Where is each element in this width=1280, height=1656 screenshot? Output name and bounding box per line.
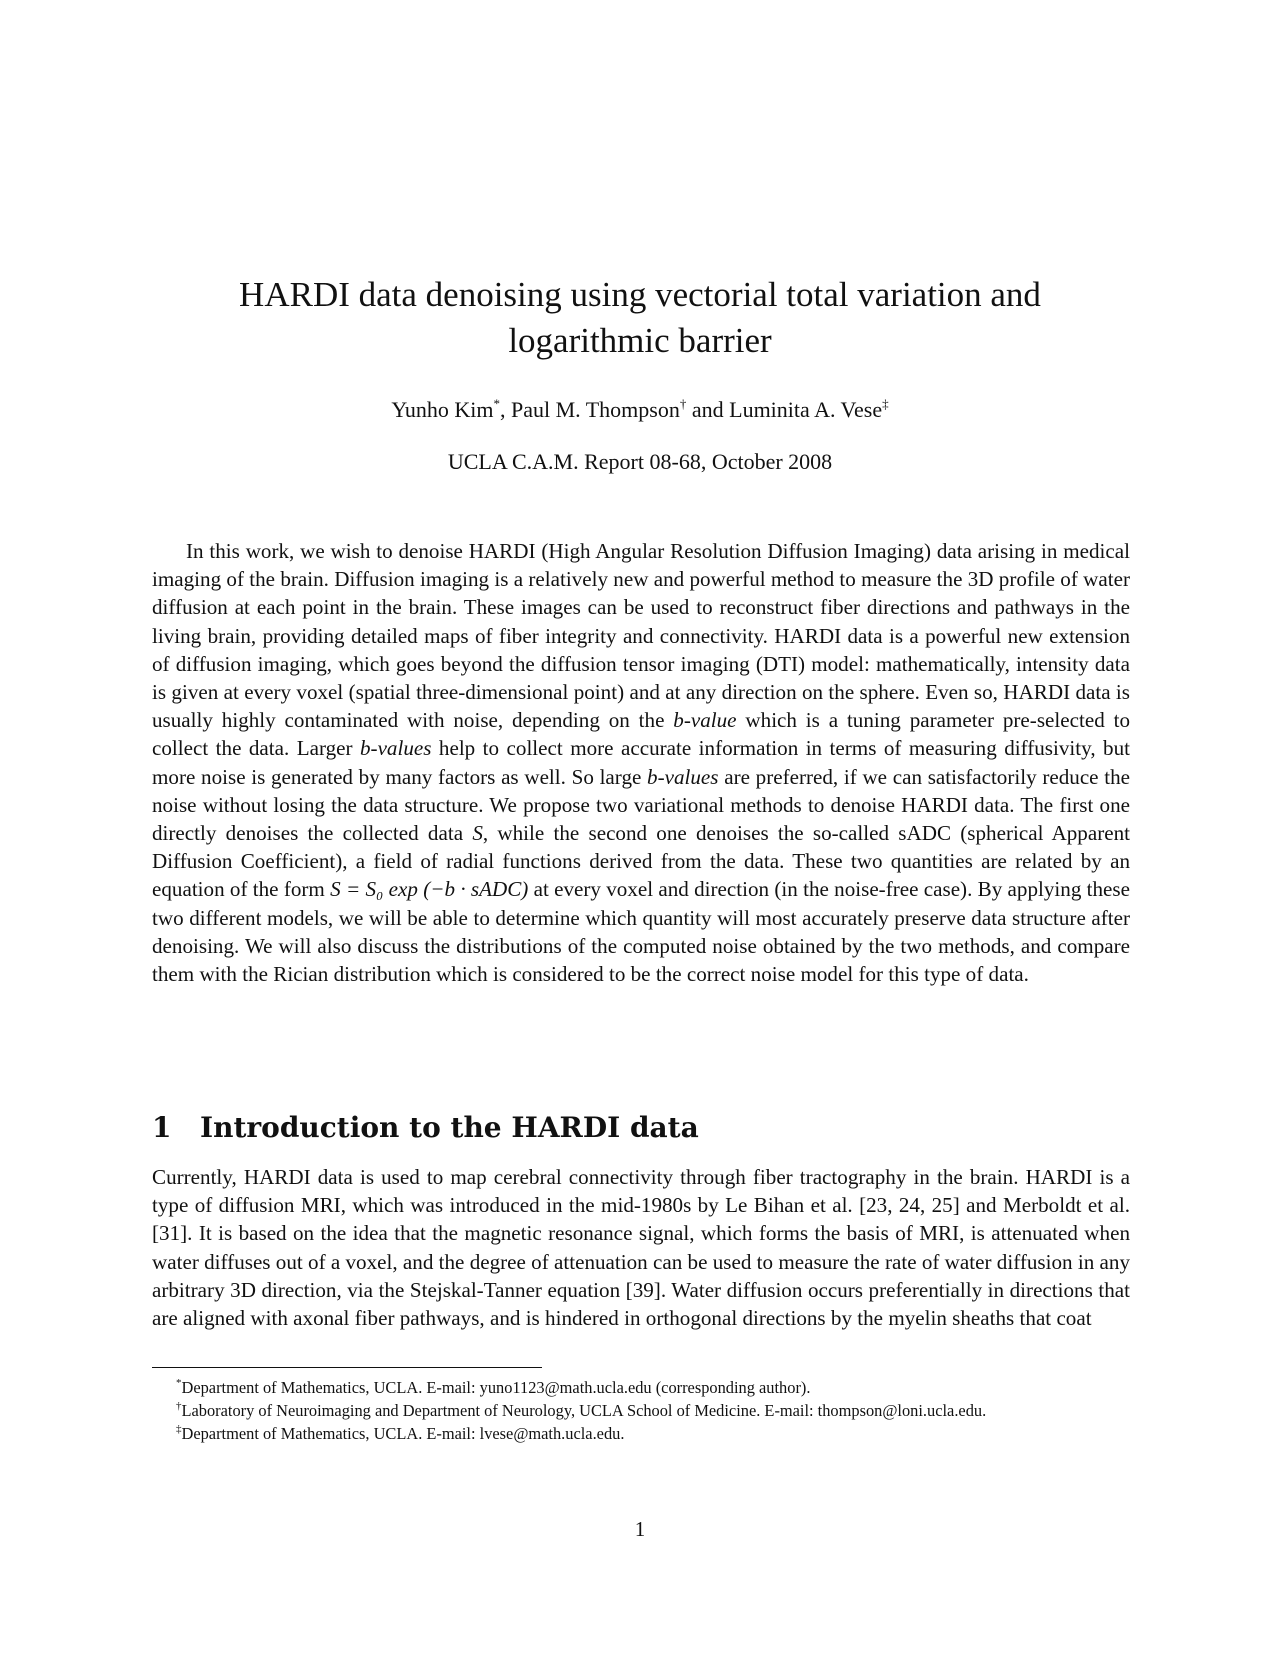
footnote-text: Department of Mathematics, UCLA. E-mail: lvese@math.ucla.edu.	[181, 1424, 625, 1443]
section-body: Currently, HARDI data is used to map cerebral connectivity through fiber tractography in the brain. HARDI is a type of diffusion MRI, which was introduced in the mid-1980s by Le Bihan et al. [23, 24, 25] and Merboldt et al. [31]. It is based on the idea that the magnetic resonance signal, which forms the basis of MRI, is attenuated when water diffuses out of a voxel, and the degree of attenuation can be used to measure the rate of water diffusion in any arbitrary 3D direction, via the Stejskal-Tanner equation [39]. Water diffusion occurs preferentially in directions that are aligned with axonal fiber pathways, and is hindered in orthogonal directions by the myelin sheaths that coat	[152, 1165, 1130, 1331]
footnotes	[152, 1376, 1130, 1445]
footnote-rule	[152, 1367, 542, 1368]
abstract-text: are preferred, if we can satisfactorily reduce the noise without losing the data structure. We propose two variational methods to denoise HARDI data. The first one directly denoises the collected data	[152, 764, 1130, 846]
abstract-emphasis: b-value	[673, 708, 737, 733]
section-title: Introduction to the HARDI data	[200, 1111, 699, 1144]
footnote-mark: *	[176, 1377, 182, 1389]
abstract-text: at every voxel and direction (in the noise-free case). By applying these two different models, we will be able to determine which quantity will most accurately preserve data structure after denoising. We will also discuss the distributions of the computed noise obtained by the two methods, and compare them with the Rician distribution which is considered to be the correct noise model for this type of data.	[152, 877, 1130, 987]
section-heading	[152, 1110, 1130, 1146]
abstract	[152, 537, 1130, 988]
footnote	[152, 1422, 1130, 1445]
math-equation: S = S₀ exp (−b · sADC)	[330, 877, 529, 902]
footnote-text: Department of Mathematics, UCLA. E-mail: yuno1123@math.ucla.edu (corresponding author).	[181, 1378, 811, 1397]
author-name: Yunho Kim	[391, 397, 494, 422]
footnote-text: Laboratory of Neuroimaging and Department of Neurology, UCLA School of Medicine. E-mail: thompson@loni.ucla.edu.	[181, 1401, 987, 1420]
author-name: Paul M. Thompson	[510, 397, 680, 422]
abstract-emphasis: b-values	[360, 736, 432, 761]
footnote-mark: ‡	[176, 1423, 182, 1435]
title-line-2: logarithmic barrier	[508, 321, 772, 360]
paper-title	[150, 272, 1130, 364]
abstract-text: help to collect more accurate information in terms of measuring diffusivity, but more noise is generated by many factors as well. So large	[152, 736, 1130, 789]
footnote	[152, 1399, 1130, 1422]
abstract-text: which is a tuning parameter pre-selected to collect the data. Larger	[152, 708, 1130, 761]
math-symbol: S	[472, 821, 483, 846]
footnote	[152, 1376, 1130, 1399]
author-footnote-mark[interactable]: *	[493, 396, 500, 411]
author-footnote-mark[interactable]: ‡	[882, 396, 889, 411]
author-separator: and	[686, 397, 730, 422]
abstract-text: , while the second one denoises the so-called sADC (spherical Apparent Diffusion Coefficient), a field of radial functions derived from the data. These two quantities are related by an equation of the form	[152, 821, 1130, 902]
page-number: 1	[634, 1517, 646, 1541]
author-list	[150, 396, 1130, 424]
author-separator: ,	[499, 397, 511, 422]
section-number: 1	[152, 1111, 172, 1144]
abstract-text: In this work, we wish to denoise HARDI (High Angular Resolution Diffusion Imaging) data arising in medical imaging of the brain. Diffusion imaging is a relatively new and powerful method to measure the 3D profile of water diffusion at each point in the brain. These images can be used to reconstruct fiber directions and pathways in the living brain, providing detailed maps of fiber integrity and connectivity. HARDI data is a powerful new extension of diffusion imaging, which goes beyond the diffusion tensor imaging (DTI) model: mathematically, intensity data is given at every voxel (spatial three-dimensional point) and at any direction on the sphere. Even so, HARDI data is usually highly contaminated with noise, depending on the	[152, 539, 1130, 733]
abstract-emphasis: b-values	[647, 764, 719, 789]
author-footnote-mark[interactable]: †	[679, 396, 687, 411]
title-line-1: HARDI data denoising using vectorial total variation and	[239, 275, 1041, 314]
report-line: UCLA C.A.M. Report 08-68, October 2008	[447, 449, 833, 474]
footnote-mark: †	[176, 1400, 182, 1412]
author-name: Luminita A. Vese	[729, 397, 883, 422]
